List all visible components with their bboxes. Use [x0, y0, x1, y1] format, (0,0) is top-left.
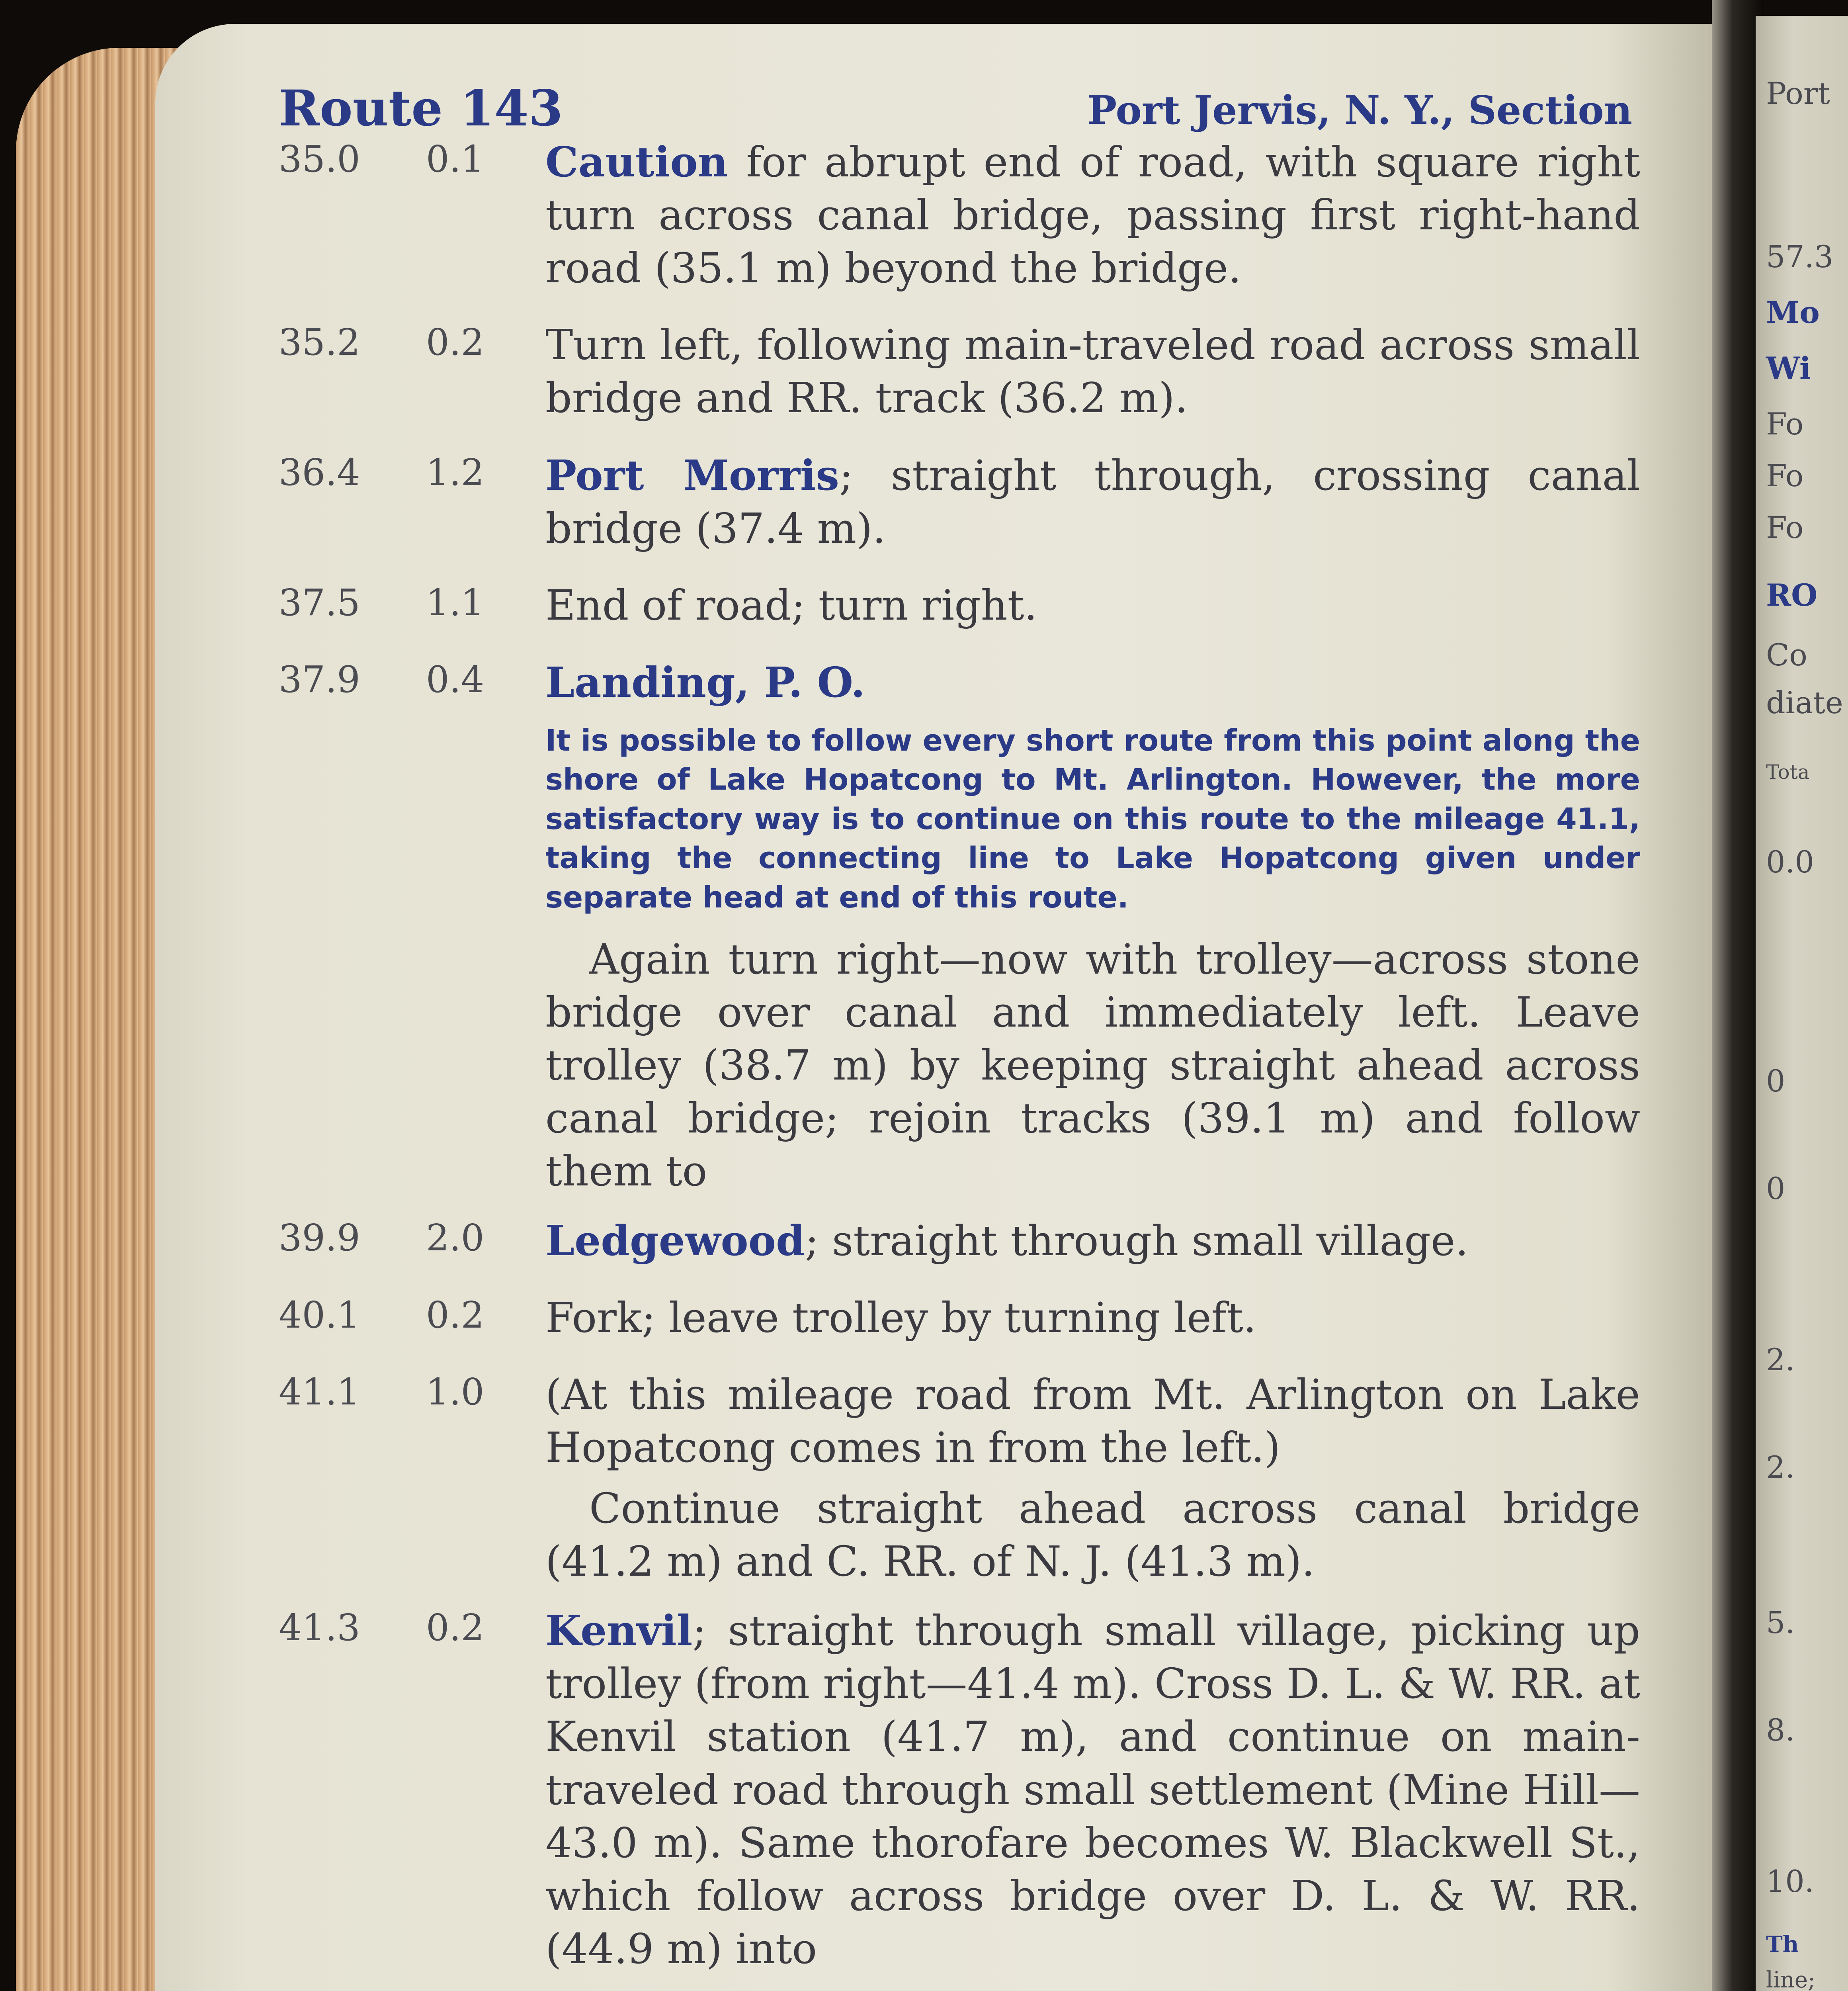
route-entry [279, 135, 1640, 295]
total-mileage: 41.3 [279, 1606, 360, 1649]
entry-text: ; straight through, crossing canal bridge (37.4 m). [545, 451, 1641, 553]
total-mileage: 37.5 [279, 581, 360, 624]
increment-mileage: 0.2 [426, 1606, 484, 1649]
entry-description [545, 319, 1640, 424]
entry-description [545, 1214, 1640, 1267]
increment-mileage: 1.1 [426, 581, 484, 624]
entry-text: End of road; turn right. [545, 581, 1037, 630]
entry-text: Fork; leave trolley by turning left. [545, 1293, 1256, 1342]
route-entry [279, 1214, 1640, 1267]
route-entry [279, 656, 1640, 709]
next-page-edge [1756, 16, 1848, 1991]
entry-lead: Kenvil [545, 1606, 693, 1655]
next-page-fragment: Wi [1766, 350, 1811, 386]
landing-directions: Again turn right—now with trolley—across stone bridge over canal and immediately left. Leave trolley (38.7 m) by keeping straight ahead across canal bridge; rejoin tracks (39.1 m) and follow them to [545, 935, 1640, 1196]
entry-text: ; straight through small village, picking up trolley (from right—41.4 m). Cross D. L. & W. RR. at Kenvil station (41.7 m), and continue on main-traveled road through small settlement (Mine Hill—43.0 m). Same thorofare becomes W. Blackwell St., which follow across bridge over D. L. & W. RR. (44.9 m) into [545, 1606, 1640, 1973]
next-page-fragment: 0 [1766, 1063, 1785, 1099]
entry-description [545, 449, 1640, 555]
increment-mileage: 0.2 [426, 321, 484, 364]
total-mileage: 36.4 [279, 451, 360, 494]
entry-lead: Ledgewood [545, 1216, 805, 1265]
next-page-fragment: 2. [1766, 1449, 1795, 1485]
entry-text: for abrupt end of road, with square right turn across canal bridge, passing first right-hand road (35.1 m) beyond the bridge. [545, 138, 1640, 293]
increment-mileage: 0.2 [426, 1293, 484, 1336]
section-title: Port Jervis, N. Y., Section [1087, 88, 1632, 133]
landing-note: It is possible to follow every short route from this point along the shore of Lake Hopatcong to Mt. Arlington. However, the more satisfactory way is to continue on this route to the mileage 41.1, taking the connecting line to Lake Hopatcong given under separate head at end of this route. [545, 723, 1640, 915]
increment-mileage: 0.1 [426, 138, 484, 180]
next-page-fragment: RO [1766, 577, 1818, 613]
route-entry [279, 319, 1640, 424]
entry-text: Turn left, following main-traveled road across small bridge and RR. track (36.2 m). [545, 321, 1640, 422]
total-mileage: 41.1 [279, 1370, 360, 1413]
next-page-fragment: 2. [1766, 1342, 1795, 1377]
entry-description [545, 579, 1640, 632]
total-mileage: 37.9 [279, 658, 360, 701]
total-mileage: 40.1 [279, 1293, 360, 1336]
next-page-fragment: 0 [1766, 1171, 1785, 1206]
next-page-fragment: Th [1766, 1931, 1799, 1958]
next-page-fragment: line; [1766, 1967, 1815, 1991]
entry-lead: Port Morris [545, 450, 839, 500]
next-page-fragment: Fo [1766, 510, 1804, 545]
route-entry [279, 579, 1640, 632]
route-entry [279, 1291, 1640, 1344]
increment-mileage: 2.0 [426, 1216, 484, 1259]
entry-description [545, 1604, 1640, 1975]
entry-description [545, 135, 1640, 295]
next-page-fragment: diate [1766, 685, 1843, 720]
entry-lead: Caution [545, 137, 728, 186]
increment-mileage: 0.4 [426, 658, 484, 701]
route-entry [279, 1604, 1640, 1975]
entry-description [545, 1291, 1640, 1344]
next-page-fragment: 5. [1766, 1605, 1795, 1640]
increment-mileage: 1.0 [426, 1370, 484, 1413]
entry-text: (At this mileage road from Mt. Arlington on Lake Hopatcong comes in from the left.) [545, 1370, 1640, 1472]
next-page-fragment: 0.0 [1766, 844, 1814, 880]
route-entry [279, 1368, 1640, 1474]
next-page-fragment: Tota [1766, 761, 1810, 784]
mileage-41-directions: Continue straight ahead across canal bridge (41.2 m) and C. RR. of N. J. (41.3 m). [545, 1484, 1640, 1586]
next-page-fragment: 57.3 [1766, 239, 1834, 274]
total-mileage: 35.0 [279, 138, 360, 180]
entry-description [545, 656, 1640, 709]
next-page-fragment: Fo [1766, 458, 1804, 493]
increment-mileage: 1.2 [426, 451, 484, 494]
route-entry [279, 449, 1640, 555]
route-content [279, 135, 1640, 1991]
next-page-fragment: Fo [1766, 406, 1804, 442]
next-page-fragment: 8. [1766, 1712, 1795, 1748]
next-page-fragment: Mo [1766, 295, 1820, 330]
entry-text: ; straight through small village. [805, 1216, 1469, 1265]
next-page-fragment: Co [1766, 637, 1807, 673]
next-page-fragment: Port [1766, 76, 1830, 111]
route-title: Route 143 [279, 80, 563, 137]
total-mileage: 39.9 [279, 1216, 360, 1259]
total-mileage: 35.2 [279, 321, 360, 364]
entry-description [545, 1368, 1640, 1474]
entry-lead: Landing, P. O. [545, 657, 865, 707]
next-page-fragment: 10. [1766, 1864, 1814, 1899]
